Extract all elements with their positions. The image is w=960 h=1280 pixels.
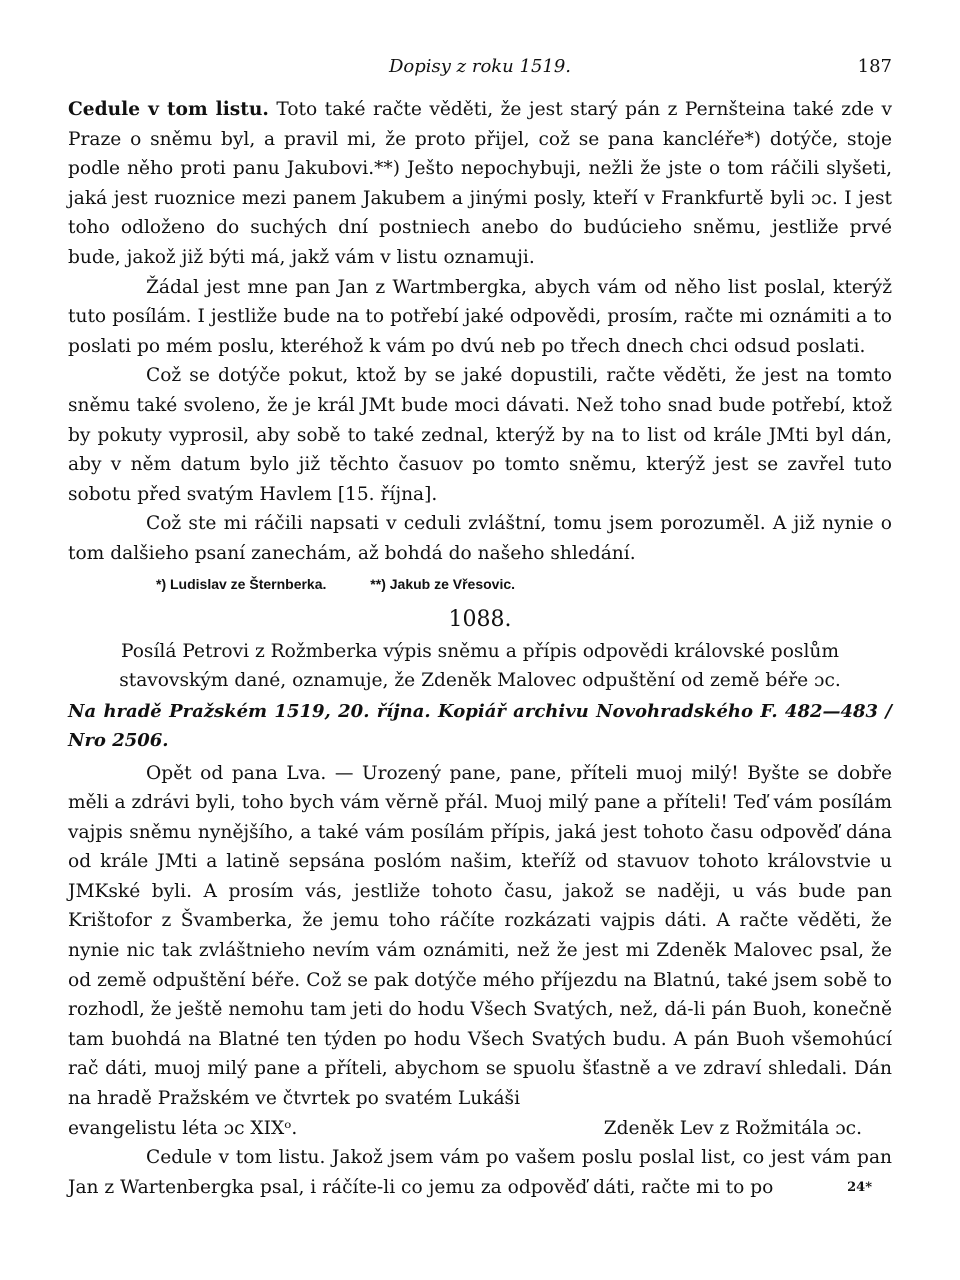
paragraph-text: Jakož jsem vám po vašem poslu poslal list, co jest vám pan Jan z Wartenbergka psal, i ráčíte-li co jemu za odpověď dáti, račte mi to po bbox=[68, 1147, 892, 1198]
paragraph bbox=[68, 1143, 892, 1202]
page-header bbox=[68, 56, 892, 86]
signature: Zdeněk Lev z Rožmitála ɔc. bbox=[603, 1117, 862, 1139]
paragraph-lead: Cedule v tom listu. bbox=[68, 99, 269, 120]
paragraph bbox=[68, 95, 892, 273]
document-summary: Posílá Petrovi z Rožmberka výpis sněmu a přípis odpovědi královské poslům stavovským dané, oznamuje, že Zdeněk Malovec odpuštění od země béře ɔc. bbox=[119, 640, 841, 691]
document-number: 1088. bbox=[448, 606, 512, 632]
running-title: Dopisy z roku 1519. bbox=[388, 56, 572, 77]
body-text bbox=[68, 95, 892, 1202]
document-source: Na hradě Pražském 1519, 20. října. Kopiář archivu Novohradského F. 482—483 / Nro 2506. bbox=[68, 700, 892, 751]
sheet-mark: 24* bbox=[847, 1180, 872, 1195]
footnotes bbox=[156, 573, 892, 595]
paragraph-text: Toto také račte věděti, že jest starý pán z Pernšteina také zde v Praze o sněmu byl, a pravil mi, že proto přijel, což se pana kancléře*) dotýče, stoje podle něho proti panu Jakubovi.**) Ješto nepochybuji, nežli že jste o tom ráčili slyšeti, jaká jest ruoznice mezi panem Jakubem a jinými posly, kteří v Frankfurtě byli ɔc. I jest toho odloženo do suchých dní postniech anebo do budúcieho sněmu, jestliže prvé bude, jakož již býti má, jakž vám v listu oznamuji. bbox=[68, 99, 893, 268]
footnote: *) Ludislav ze Šternberka. bbox=[156, 575, 327, 592]
paragraph-lead: Cedule v tom listu. bbox=[146, 1147, 326, 1169]
paragraph: Což se dotýče pokut, ktož by se jaké dopustili, račte věděti, že jest na tomto sněmu také svoleno, že je král JMt bude moci dávati. Než toho snad bude potřebí, ktož by pokuty vyprosil, aby sobě to také zednal, kterýž by na to list od krále JMti byl dán, aby v něm datum bylo již těchto časuov po tomto sněmu, kterýž jest se zavřel tuto sobotu před svatým Havlem [15. října]. bbox=[68, 365, 892, 505]
signature-line bbox=[68, 1114, 892, 1144]
page-number: 187 bbox=[857, 56, 892, 77]
paragraph: Opět od pana Lva. — Urozený pane, pane, příteli muoj milý! Byšte se dobře měli a zdrávi byli, toho bych vám věrně přál. Muoj milý pane a příteli! Teď vám posílám vajpis sněmu nynějšího, a také vám posílám přípis, jaká jest tohoto času odpověď dána od krále JMti a latině sepsána poslóm našim, kteříž od stavuov tohoto královstvie u JMKské byli. A prosím vás, jestliže tohoto času, jakož se naději, u vás bude pan Krištofor z Švamberka, že jemu toho ráčíte rozkázati vajpis dáti. A račte věděti, že nynie nic tak zvláštnieho nevím vám oznámiti, než že jest mi Zdeněk Malovec psal, že od země odpuštění béře. Což se pak dotýče mého příjezdu na Blatnú, také jsem sobě to rozhodl, že ještě nemohu tam jeti do hodu Všech Svatých, než, dá-li pán Buoh, konečně tam buohdá na Blatné ten týden po hodu Všech Svatých budu. A pán Buoh všemohúcí rač dáti, muoj milý pane a příteli, abychom se spuolu šťastně a ve zdraví shledali. Dán na hradě Pražském ve čtvrtek po svatém Lukáši bbox=[68, 762, 892, 1110]
paragraph: Žádal jest mne pan Jan z Wartmbergka, abych vám od něho list poslal, kterýž tuto posílám. I jestliže bude na to potřebí jaké odpovědi, prosím, račte mi oznámiti a to poslati po mém poslu, kteréhož k vám po dvú neb po třech dnech chci odsud poslati. bbox=[68, 276, 892, 357]
footnote: **) Jakub ze Vřesovic. bbox=[370, 575, 516, 592]
paragraph: Což ste mi ráčili napsati v ceduli zvláštní, tomu jsem porozuměl. A již nynie o tom dalšieho psaní zanechám, až bohdá do našeho shledání. bbox=[68, 513, 892, 564]
closing-date: evangelistu léta ɔc XIXᵒ. bbox=[68, 1117, 298, 1139]
